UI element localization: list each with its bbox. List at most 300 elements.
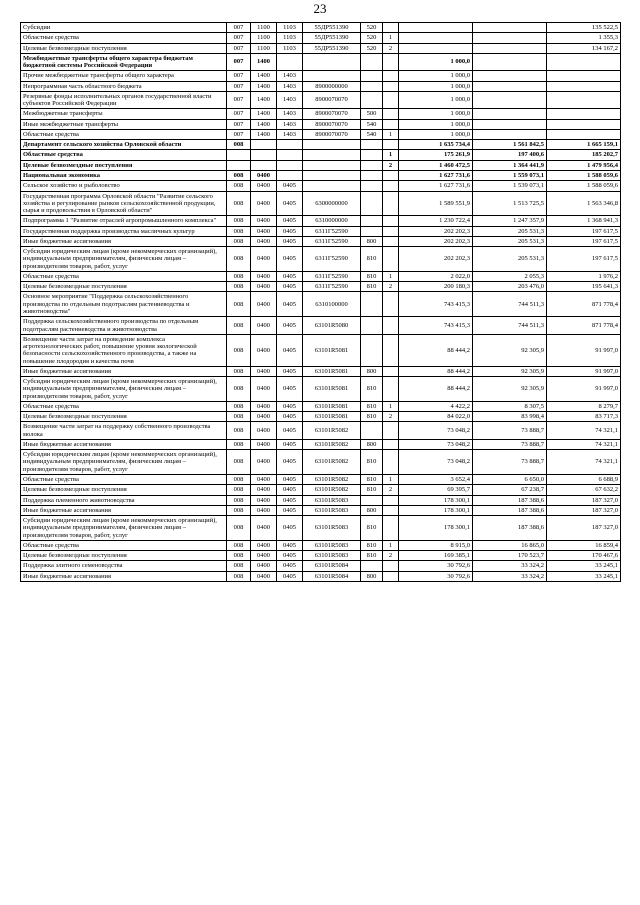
section-code: 1400 [251, 109, 277, 119]
subsection-code: 1103 [277, 33, 303, 43]
amount-col-1: 202 202,3 [399, 236, 473, 246]
amount-col-1: 202 202,3 [399, 226, 473, 236]
subsection-code: 0405 [277, 271, 303, 281]
row-name: Иные бюджетные ассигнования [21, 439, 227, 449]
amount-col-1: 8 915,0 [399, 540, 473, 550]
expense-type-code: 810 [361, 551, 383, 561]
amount-col-2: 1 561 842,5 [473, 140, 547, 150]
amount-col-3: 135 522,5 [547, 23, 621, 33]
target-code: 63101R5083 [303, 551, 361, 561]
subsection-code: 0405 [277, 412, 303, 422]
expense-type-code: 810 [361, 377, 383, 402]
section-code: 1100 [251, 43, 277, 53]
amount-col-3 [547, 81, 621, 91]
table-row [21, 450, 621, 475]
table-row [21, 282, 621, 292]
subsection-code: 0405 [277, 401, 303, 411]
expense-type-code [361, 422, 383, 440]
source-code [383, 317, 399, 335]
amount-col-3: 1 479 956,4 [547, 160, 621, 170]
amount-col-3: 197 617,5 [547, 226, 621, 236]
subsection-code: 1403 [277, 119, 303, 129]
amount-col-3: 195 641,3 [547, 282, 621, 292]
ministry-code: 008 [227, 540, 251, 550]
ministry-code: 008 [227, 292, 251, 317]
amount-col-2 [473, 91, 547, 109]
section-code: 1400 [251, 91, 277, 109]
ministry-code [227, 160, 251, 170]
row-name: Межбюджетные трансферты [21, 109, 227, 119]
subsection-code: 0405 [277, 317, 303, 335]
expense-type-code: 810 [361, 401, 383, 411]
source-code [383, 119, 399, 129]
table-row [21, 516, 621, 541]
table-row [21, 505, 621, 515]
row-name: Иные бюджетные ассигнования [21, 505, 227, 515]
amount-col-2: 1 364 441,9 [473, 160, 547, 170]
source-code [383, 505, 399, 515]
amount-col-3: 1 563 346,8 [547, 191, 621, 216]
row-name: Государственная поддержка производства масличных культур [21, 226, 227, 236]
section-code: 0400 [251, 247, 277, 272]
expense-type-code: 800 [361, 439, 383, 449]
section-code: 1400 [251, 129, 277, 139]
amount-col-2: 187 388,6 [473, 516, 547, 541]
ministry-code: 007 [227, 129, 251, 139]
amount-col-3 [547, 109, 621, 119]
amount-col-3: 1 368 941,3 [547, 216, 621, 226]
expense-type-code: 810 [361, 540, 383, 550]
section-code: 0400 [251, 226, 277, 236]
table-row [21, 540, 621, 550]
subsection-code: 0405 [277, 191, 303, 216]
table-row [21, 119, 621, 129]
ministry-code: 008 [227, 571, 251, 581]
target-code: 63101R5081 [303, 412, 361, 422]
subsection-code: 0405 [277, 485, 303, 495]
expense-type-code: 810 [361, 412, 383, 422]
target-code: 6311Г52590 [303, 247, 361, 272]
amount-col-1: 88 444,2 [399, 366, 473, 376]
amount-col-2 [473, 81, 547, 91]
target-code: 63101R5082 [303, 450, 361, 475]
source-code: 2 [383, 551, 399, 561]
expense-type-code [361, 150, 383, 160]
source-code [383, 109, 399, 119]
amount-col-3: 74 321,1 [547, 439, 621, 449]
source-code [383, 53, 399, 71]
row-name: Возмещение части затрат на поддержку собственного производства молока [21, 422, 227, 440]
amount-col-1: 3 652,4 [399, 475, 473, 485]
row-name: Областные средства [21, 271, 227, 281]
row-name: Целевые безвозмездные поступления [21, 282, 227, 292]
row-name: Резервные фонды исполнительных органов государственной власти субъектов Российской Федерации [21, 91, 227, 109]
target-code: 63101R5081 [303, 377, 361, 402]
amount-col-1: 84 022,0 [399, 412, 473, 422]
target-code: 63101R5081 [303, 366, 361, 376]
amount-col-2: 205 531,3 [473, 226, 547, 236]
expense-type-code: 810 [361, 282, 383, 292]
amount-col-1 [399, 43, 473, 53]
amount-col-1: 743 415,3 [399, 292, 473, 317]
amount-col-2: 92 305,9 [473, 366, 547, 376]
ministry-code: 007 [227, 43, 251, 53]
section-code: 1400 [251, 53, 277, 71]
table-row [21, 271, 621, 281]
expense-type-code [361, 191, 383, 216]
amount-col-2: 187 388,6 [473, 495, 547, 505]
amount-col-1: 1 000,0 [399, 71, 473, 81]
expense-type-code [361, 91, 383, 109]
section-code: 1400 [251, 71, 277, 81]
subsection-code: 0405 [277, 334, 303, 366]
row-name: Целевые безвозмездные поступления [21, 43, 227, 53]
ministry-code: 008 [227, 366, 251, 376]
target-code: 55ДР551390 [303, 33, 361, 43]
amount-col-2: 33 324,2 [473, 561, 547, 571]
amount-col-3: 6 688,9 [547, 475, 621, 485]
amount-col-1: 169 385,1 [399, 551, 473, 561]
table-row [21, 334, 621, 366]
amount-col-1: 88 444,2 [399, 377, 473, 402]
section-code: 0400 [251, 216, 277, 226]
subsection-code [277, 53, 303, 71]
expense-type-code: 500 [361, 109, 383, 119]
amount-col-1: 88 444,2 [399, 334, 473, 366]
table-row [21, 412, 621, 422]
table-row [21, 140, 621, 150]
ministry-code: 007 [227, 109, 251, 119]
row-name: Подпрограмма 1 "Развитие отраслей агропромышленного комплекса" [21, 216, 227, 226]
section-code: 0400 [251, 505, 277, 515]
amount-col-3: 871 778,4 [547, 317, 621, 335]
amount-col-2: 2 055,3 [473, 271, 547, 281]
amount-col-3: 8 279,7 [547, 401, 621, 411]
subsection-code: 1403 [277, 91, 303, 109]
amount-col-2: 92 305,9 [473, 377, 547, 402]
expense-type-code: 800 [361, 366, 383, 376]
section-code: 0400 [251, 422, 277, 440]
ministry-code: 008 [227, 401, 251, 411]
amount-col-2 [473, 53, 547, 71]
source-code: 2 [383, 412, 399, 422]
expense-type-code [361, 334, 383, 366]
table-row [21, 247, 621, 272]
table-row [21, 377, 621, 402]
table-row [21, 43, 621, 53]
ministry-code: 008 [227, 377, 251, 402]
table-row [21, 170, 621, 180]
target-code: 63101R5082 [303, 422, 361, 440]
section-code: 0400 [251, 366, 277, 376]
row-name: Областные средства [21, 540, 227, 550]
expense-type-code: 540 [361, 129, 383, 139]
source-code: 1 [383, 475, 399, 485]
amount-col-2: 8 307,5 [473, 401, 547, 411]
amount-col-2 [473, 109, 547, 119]
target-code [303, 160, 361, 170]
amount-col-3: 185 202,7 [547, 150, 621, 160]
target-code: 63101R5083 [303, 495, 361, 505]
ministry-code: 008 [227, 282, 251, 292]
table-row [21, 216, 621, 226]
amount-col-1: 200 180,3 [399, 282, 473, 292]
subsection-code: 0405 [277, 377, 303, 402]
target-code: 6300000000 [303, 191, 361, 216]
row-name: Иные бюджетные ассигнования [21, 236, 227, 246]
row-name: Субсидии юридическим лицам (кроме некоммерческих организаций), индивидуальным предпринимателям, физическим лицам – производителям товаров, работ, услуг [21, 516, 227, 541]
table-row [21, 109, 621, 119]
target-code: 63101R5082 [303, 475, 361, 485]
amount-col-1: 1 000,0 [399, 91, 473, 109]
source-code [383, 366, 399, 376]
section-code: 0400 [251, 181, 277, 191]
row-name: Целевые безвозмездные поступления [21, 485, 227, 495]
source-code [383, 247, 399, 272]
section-code: 0400 [251, 170, 277, 180]
table-body [21, 23, 621, 582]
amount-col-2: 744 511,3 [473, 317, 547, 335]
target-code: 6311Г52590 [303, 236, 361, 246]
subsection-code: 0405 [277, 540, 303, 550]
target-code: 63101R5081 [303, 401, 361, 411]
subsection-code: 1103 [277, 23, 303, 33]
ministry-code: 008 [227, 439, 251, 449]
row-name: Поддержка элитного семеноводства [21, 561, 227, 571]
row-name: Сельское хозяйство и рыболовство [21, 181, 227, 191]
source-code: 1 [383, 401, 399, 411]
amount-col-1: 178 300,1 [399, 495, 473, 505]
row-name: Иные бюджетные ассигнования [21, 366, 227, 376]
amount-col-2 [473, 71, 547, 81]
amount-col-2: 1 513 725,5 [473, 191, 547, 216]
source-code: 1 [383, 33, 399, 43]
amount-col-3: 170 467,6 [547, 551, 621, 561]
section-code: 0400 [251, 571, 277, 581]
target-code [303, 181, 361, 191]
section-code: 0400 [251, 236, 277, 246]
subsection-code: 0405 [277, 495, 303, 505]
source-code [383, 516, 399, 541]
amount-col-2: 73 888,7 [473, 439, 547, 449]
row-name: Субсидии [21, 23, 227, 33]
subsection-code: 0405 [277, 516, 303, 541]
row-name: Областные средства [21, 129, 227, 139]
source-code: 1 [383, 271, 399, 281]
row-name: Поддержка племенного животноводства [21, 495, 227, 505]
amount-col-2: 170 523,7 [473, 551, 547, 561]
amount-col-1: 30 792,6 [399, 571, 473, 581]
expense-type-code [361, 170, 383, 180]
amount-col-3: 1 665 159,1 [547, 140, 621, 150]
section-code: 1100 [251, 33, 277, 43]
amount-col-2: 73 888,7 [473, 422, 547, 440]
amount-col-2 [473, 33, 547, 43]
target-code: 6310100000 [303, 292, 361, 317]
target-code: 8900070070 [303, 119, 361, 129]
ministry-code: 008 [227, 170, 251, 180]
amount-col-3 [547, 71, 621, 81]
target-code: 6311Г52590 [303, 282, 361, 292]
target-code: 63101R5082 [303, 439, 361, 449]
table-row [21, 422, 621, 440]
amount-col-2: 6 650,0 [473, 475, 547, 485]
section-code: 0400 [251, 317, 277, 335]
source-code: 1 [383, 150, 399, 160]
amount-col-3: 33 245,1 [547, 571, 621, 581]
section-code [251, 140, 277, 150]
budget-table [20, 22, 621, 582]
target-code: 55ДР551390 [303, 43, 361, 53]
amount-col-3: 187 327,0 [547, 495, 621, 505]
amount-col-1: 1 000,0 [399, 129, 473, 139]
row-name: Основное мероприятие "Поддержка сельскохозяйственного производства по отдельным подотраслям растениеводства и животноводства" [21, 292, 227, 317]
ministry-code: 007 [227, 33, 251, 43]
section-code: 1400 [251, 119, 277, 129]
source-code [383, 81, 399, 91]
table-row [21, 191, 621, 216]
target-code [303, 140, 361, 150]
target-code: 8900070070 [303, 109, 361, 119]
subsection-code: 0405 [277, 475, 303, 485]
expense-type-code: 540 [361, 119, 383, 129]
expense-type-code [361, 53, 383, 71]
amount-col-3: 1 355,3 [547, 33, 621, 43]
table-row [21, 236, 621, 246]
expense-type-code [361, 317, 383, 335]
amount-col-1: 1 000,0 [399, 53, 473, 71]
source-code: 2 [383, 43, 399, 53]
source-code [383, 422, 399, 440]
amount-col-1: 1 460 472,5 [399, 160, 473, 170]
ministry-code: 008 [227, 561, 251, 571]
table-row [21, 485, 621, 495]
amount-col-3: 83 717,3 [547, 412, 621, 422]
ministry-code: 008 [227, 236, 251, 246]
section-code: 0400 [251, 485, 277, 495]
row-name: Поддержка сельскохозяйственного производства по отдельным подотраслям растениеводства и животноводства [21, 317, 227, 335]
row-name: Национальная экономика [21, 170, 227, 180]
target-code: 63101R5083 [303, 505, 361, 515]
expense-type-code [361, 216, 383, 226]
subsection-code: 0405 [277, 439, 303, 449]
table-row [21, 181, 621, 191]
source-code [383, 292, 399, 317]
ministry-code: 008 [227, 450, 251, 475]
expense-type-code: 520 [361, 33, 383, 43]
amount-col-1: 743 415,3 [399, 317, 473, 335]
target-code: 6310000000 [303, 216, 361, 226]
source-code: 2 [383, 485, 399, 495]
ministry-code: 008 [227, 551, 251, 561]
ministry-code: 008 [227, 516, 251, 541]
ministry-code: 008 [227, 485, 251, 495]
table-row [21, 495, 621, 505]
row-name: Субсидии юридическим лицам (кроме некоммерческих организаций), индивидуальным предпринимателям, физическим лицам – производителям товаров, работ, услуг [21, 450, 227, 475]
subsection-code: 1403 [277, 81, 303, 91]
target-code: 63101R5084 [303, 571, 361, 581]
ministry-code: 008 [227, 334, 251, 366]
expense-type-code: 800 [361, 571, 383, 581]
section-code [251, 150, 277, 160]
amount-col-1: 1 000,0 [399, 81, 473, 91]
subsection-code [277, 150, 303, 160]
expense-type-code: 520 [361, 23, 383, 33]
amount-col-3: 74 321,1 [547, 450, 621, 475]
row-name: Областные средства [21, 150, 227, 160]
amount-col-2 [473, 119, 547, 129]
ministry-code: 008 [227, 422, 251, 440]
ministry-code: 008 [227, 505, 251, 515]
row-name: Областные средства [21, 33, 227, 43]
target-code: 63101R5081 [303, 334, 361, 366]
row-name: Областные средства [21, 475, 227, 485]
target-code: 8900000000 [303, 81, 361, 91]
table-row [21, 551, 621, 561]
expense-type-code: 810 [361, 247, 383, 272]
target-code [303, 71, 361, 81]
amount-col-3: 91 997,0 [547, 377, 621, 402]
target-code: 6311Г52590 [303, 226, 361, 236]
table-row [21, 561, 621, 571]
ministry-code: 008 [227, 247, 251, 272]
amount-col-3 [547, 91, 621, 109]
target-code: 8900070070 [303, 129, 361, 139]
section-code: 0400 [251, 551, 277, 561]
subsection-code: 0405 [277, 247, 303, 272]
subsection-code: 1403 [277, 71, 303, 81]
subsection-code: 0405 [277, 505, 303, 515]
expense-type-code: 810 [361, 485, 383, 495]
source-code [383, 71, 399, 81]
amount-col-1: 73 048,2 [399, 439, 473, 449]
ministry-code: 008 [227, 181, 251, 191]
section-code: 0400 [251, 282, 277, 292]
expense-type-code: 810 [361, 271, 383, 281]
section-code: 0400 [251, 292, 277, 317]
source-code [383, 334, 399, 366]
amount-col-3: 871 778,4 [547, 292, 621, 317]
table-row [21, 475, 621, 485]
subsection-code: 0405 [277, 282, 303, 292]
source-code [383, 140, 399, 150]
amount-col-3: 16 859,4 [547, 540, 621, 550]
table-row [21, 401, 621, 411]
source-code [383, 170, 399, 180]
ministry-code: 007 [227, 23, 251, 33]
expense-type-code: 800 [361, 236, 383, 246]
row-name: Целевые безвозмездные поступления [21, 412, 227, 422]
ministry-code: 008 [227, 317, 251, 335]
subsection-code: 0405 [277, 292, 303, 317]
section-code [251, 160, 277, 170]
ministry-code: 008 [227, 412, 251, 422]
amount-col-3: 91 997,0 [547, 366, 621, 376]
source-code [383, 495, 399, 505]
target-code: 63101R5082 [303, 485, 361, 495]
amount-col-1: 202 202,3 [399, 247, 473, 272]
expense-type-code: 800 [361, 505, 383, 515]
row-name: Областные средства [21, 401, 227, 411]
expense-type-code [361, 561, 383, 571]
expense-type-code [361, 181, 383, 191]
amount-col-2: 16 865,0 [473, 540, 547, 550]
section-code: 1100 [251, 23, 277, 33]
subsection-code: 0405 [277, 561, 303, 571]
amount-col-3: 1 588 059,6 [547, 181, 621, 191]
subsection-code: 0405 [277, 236, 303, 246]
table-row [21, 53, 621, 71]
